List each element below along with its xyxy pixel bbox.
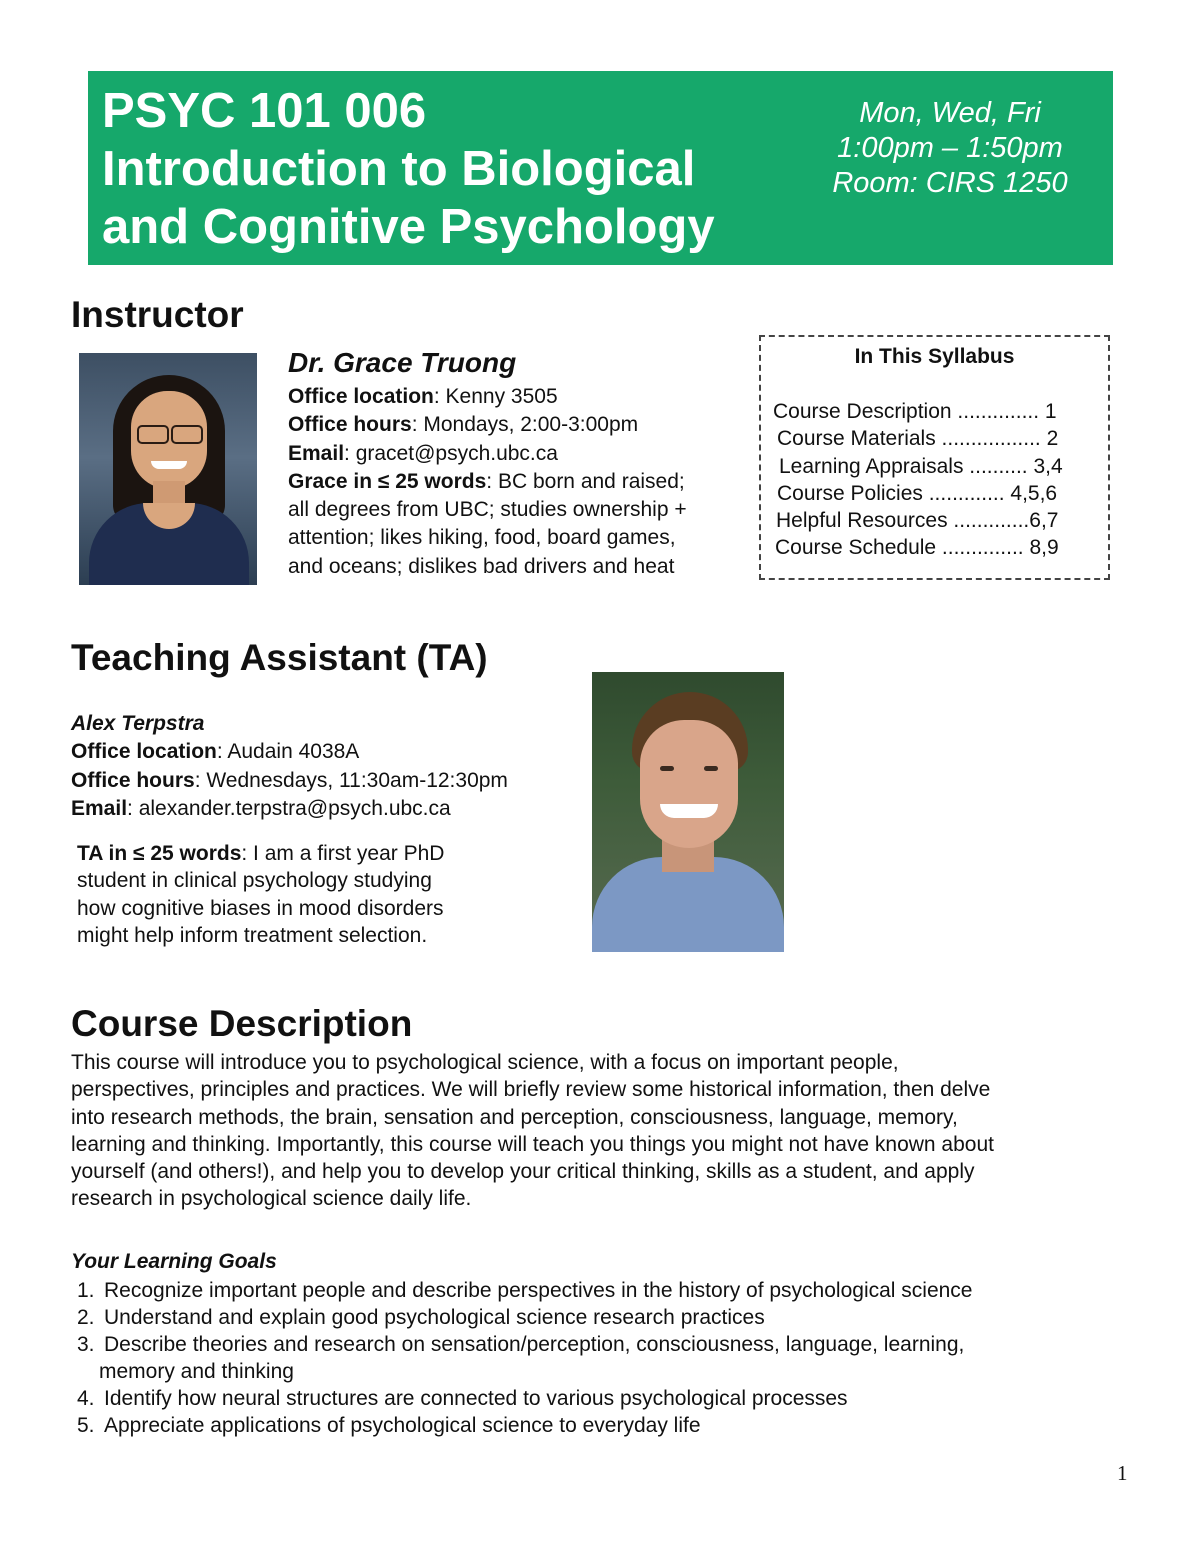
bio-line: : BC born and raised; <box>486 469 685 493</box>
office-hours-label: Office hours <box>288 413 412 437</box>
instructor-heading: Instructor <box>71 294 244 335</box>
instructor-photo <box>79 353 257 585</box>
instructor-name: Dr. Grace Truong <box>288 347 517 378</box>
ta-bio <box>77 840 517 949</box>
office-location-value: : Audain 4038A <box>216 740 360 764</box>
class-room: Room: CIRS 1250 <box>832 167 1068 199</box>
list-item <box>77 1331 1127 1385</box>
page-number: 1 <box>1117 1461 1128 1485</box>
class-time: 1:00pm – 1:50pm <box>837 132 1063 164</box>
bio-line: all degrees from UBC; studies ownership + <box>288 498 687 522</box>
office-hours-value: : Wednesdays, 11:30am-12:30pm <box>194 768 508 792</box>
class-schedule <box>800 96 1100 201</box>
instructor-bio <box>288 468 748 496</box>
goal-number: 2. <box>77 1306 95 1329</box>
class-days: Mon, Wed, Fri <box>859 97 1041 129</box>
bio-line: : I am a first year PhD <box>241 842 445 865</box>
email-label: Email <box>288 441 345 465</box>
ta-office-location <box>71 738 591 766</box>
ta-info <box>71 710 591 823</box>
office-hours-label: Office hours <box>71 768 195 792</box>
contents-item-course-description[interactable]: Course Description .............. 1 <box>773 400 1057 423</box>
ta-bio-line: how cognitive biases in mood disorders <box>77 896 444 920</box>
office-hours-value: : Mondays, 2:00-3:00pm <box>411 413 639 437</box>
goal-text <box>99 1331 965 1385</box>
description-line: perspectives, principles and practices. We will briefly review some historical information, then delve <box>71 1078 991 1102</box>
goal-text: Understand and explain good psychological science research practices <box>104 1306 765 1329</box>
instructor-info <box>288 346 748 581</box>
bio-line: and oceans; dislikes bad drivers and heat <box>288 554 675 578</box>
ta-bio-line: might help inform treatment selection. <box>77 923 428 947</box>
list-item <box>77 1304 1127 1331</box>
learning-goals-title: Your Learning Goals <box>71 1250 277 1273</box>
email-label: Email <box>71 796 128 820</box>
list-item <box>77 1385 1127 1412</box>
instructor-email <box>288 440 748 468</box>
goal-text: Recognize important people and describe perspectives in the history of psychological science <box>104 1279 973 1302</box>
goal-text-line: Describe theories and research on sensation/perception, consciousness, language, learning, <box>104 1333 965 1356</box>
bio-label: TA in ≤ 25 words <box>77 842 242 865</box>
bio-label: Grace in ≤ 25 words <box>288 469 487 493</box>
contents-item-helpful-resources[interactable]: Helpful Resources .............6,7 <box>776 509 1059 533</box>
course-description-heading: Course Description <box>71 1003 413 1044</box>
goal-number: 4. <box>77 1387 95 1410</box>
office-location-label: Office location <box>71 740 217 764</box>
course-code: PSYC 101 006 <box>102 84 427 138</box>
syllabus-contents <box>759 335 1110 580</box>
contents-list <box>773 398 1103 562</box>
office-location-label: Office location <box>288 385 434 408</box>
contents-title: In This Syllabus <box>854 345 1015 368</box>
goal-number: 5. <box>77 1414 95 1437</box>
goal-number: 3. <box>77 1333 95 1356</box>
goal-text: Appreciate applications of psychological science to everyday life <box>104 1414 701 1437</box>
ta-heading: Teaching Assistant (TA) <box>71 637 488 678</box>
description-line: into research methods, the brain, sensation and perception, consciousness, language, memory, <box>71 1105 958 1129</box>
description-line: yourself (and others!), and help you to develop your critical thinking, skills as a student, and apply <box>71 1160 975 1184</box>
goal-text-line: memory and thinking <box>99 1360 294 1383</box>
ta-bio-line <box>77 840 517 867</box>
learning-goals-list <box>77 1277 1127 1439</box>
goal-text: Identify how neural structures are connected to various psychological processes <box>104 1387 848 1410</box>
description-line: This course will introduce you to psychological science, with a focus on important people, <box>71 1051 899 1074</box>
email-value[interactable]: : gracet@psych.ubc.ca <box>344 441 558 465</box>
description-line: learning and thinking. Importantly, this course will teach you things you might not have known about <box>71 1132 994 1156</box>
office-location-value: : Kenny 3505 <box>433 385 558 408</box>
ta-photo <box>592 672 784 952</box>
ta-email <box>71 795 591 823</box>
instructor-office-hours <box>288 411 748 439</box>
goal-number: 1. <box>77 1279 95 1302</box>
course-title <box>102 82 782 256</box>
bio-line: attention; likes hiking, food, board games, <box>288 526 676 550</box>
contents-item-learning-appraisals[interactable]: Learning Appraisals .......... 3,4 <box>779 454 1063 478</box>
ta-office-hours <box>71 767 591 795</box>
instructor-office-location <box>288 383 748 411</box>
contents-item-course-materials[interactable]: Course Materials ................. 2 <box>777 427 1059 451</box>
course-title-line-2: and Cognitive Psychology <box>102 200 715 254</box>
contents-item-course-schedule[interactable]: Course Schedule .............. 8,9 <box>775 536 1059 560</box>
list-item <box>77 1277 1127 1304</box>
course-description-text <box>71 1049 1131 1213</box>
ta-name: Alex Terpstra <box>71 712 205 735</box>
email-value[interactable]: : alexander.terpstra@psych.ubc.ca <box>127 796 451 820</box>
description-line: research in psychological science daily life. <box>71 1187 472 1211</box>
course-title-line-1: Introduction to Biological <box>102 142 696 196</box>
contents-item-course-policies[interactable]: Course Policies ............. 4,5,6 <box>777 481 1058 505</box>
list-item <box>77 1412 1127 1439</box>
ta-bio-line: student in clinical psychology studying <box>77 869 432 893</box>
